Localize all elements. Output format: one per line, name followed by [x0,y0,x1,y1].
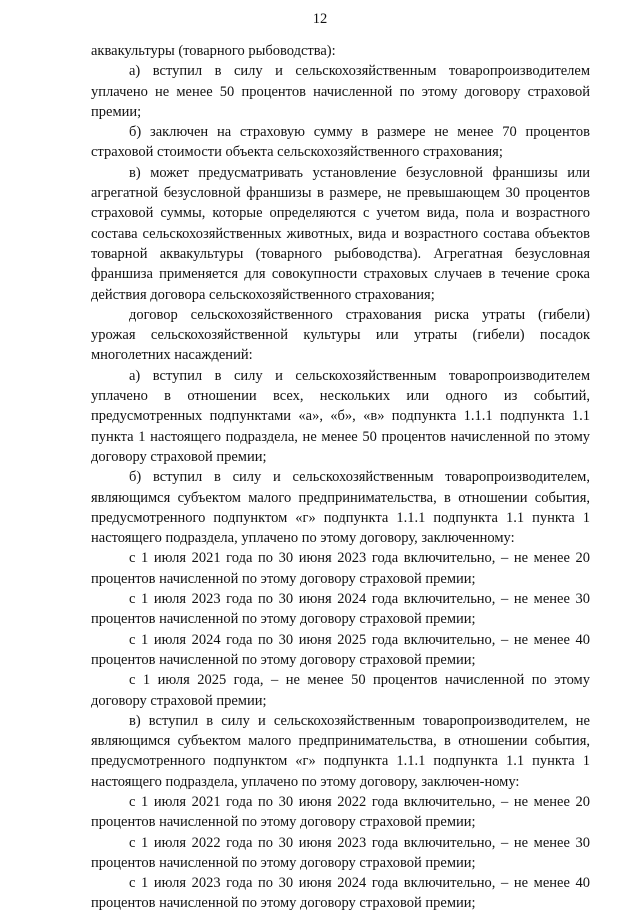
paragraph-crop-insurance-intro: договор сельскохозяйственного страхования риска утраты (гибели) урожая сельскохозяйственной культуры или утраты (гибели) посадок многолетних насаждений: [91,306,590,364]
paragraph-item-a: а) вступил в силу и сельскохозяйственным товаропроизводителем уплачено в отношении всех, нескольких или одного из событий, предусмотренных подпунктами «а», «б», «в» подпункта 1.1.1 подпункта 1.1 пункта 1 настоящего подраздела, не менее 50 процентов начисленной по этому договору страховой премии; [91,367,590,465]
paragraph-item-v: в) может предусматривать установление безусловной франшизы или агрегатной безусловной франшизы в размере, не превышающем 30 процентов страховой суммы, которые определяются с учетом вида, пола и возрастного состава сельскохозяйственных животных, вида и возрастного состава объектов товарной аквакультуры (товарного рыбоводства). Агрегатная безусловная франшиза применяется для совокупности страховых случаев в течение срока действия договора сельскохозяйственного страхования; [91,164,590,303]
paragraph-item-v: в) вступил в силу и сельскохозяйственным товаропроизводителем, не являющимся субъектом малого предпринимательства, в отношении события, предусмотренного подпунктом «г» подпункта 1.1.1 подпункта 1.1 пункта 1 настоящего подраздела, уплачено по этому договору, заключен-ному: [91,712,590,790]
paragraph-date-range: с 1 июля 2024 года по 30 июня 2025 года включительно, – не менее 40 процентов начисленной по этому договору страховой премии; [91,631,590,668]
paragraph-item-b: б) заключен на страховую сумму в размере не менее 70 процентов страховой стоимости объекта сельскохозяйственного страхования; [91,124,590,161]
paragraph-continuation: аквакультуры (товарного рыбоводства): [91,43,336,59]
paragraph-date-range: с 1 июля 2021 года по 30 июня 2022 года включительно, – не менее 20 процентов начисленной по этому договору страховой премии; [91,793,590,831]
paragraph-item-b: б) вступил в силу и сельскохозяйственным товаропроизводителем, являющимся субъектом малого предпринимательства, в отношении события, предусмотренного подпунктом «г» подпункта 1.1.1 подпункта 1.1 пункта 1 настоящего подраздела, уплачено по этому договору, заключенному: [91,469,590,547]
document-body [91,41,590,914]
paragraph-date-range: с 1 июля 2025 года, – не менее 50 процентов начисленной по этому договору страховой премии; [91,672,590,709]
page-number: 12 [312,11,328,27]
paragraph-date-range: с 1 июля 2023 года по 30 июня 2024 года включительно, – не менее 30 процентов начисленной по этому договору страховой премии; [91,591,590,628]
paragraph-date-range: с 1 июля 2023 года по 30 июня 2024 года включительно, – не менее 40 процентов начисленной по этому договору страховой премии; [91,875,590,912]
paragraph-date-range: с 1 июля 2022 года по 30 июня 2023 года включительно, – не менее 30 процентов начисленной по этому договору страховой премии; [91,834,590,871]
paragraph-item-a: а) вступил в силу и сельскохозяйственным товаропроизводителем уплачено не менее 50 процентов начисленной по этому договору страховой премии; [91,63,590,120]
paragraph-date-range: с 1 июля 2021 года по 30 июня 2023 года включительно, – не менее 20 процентов начисленной по этому договору страховой премии; [91,550,590,587]
